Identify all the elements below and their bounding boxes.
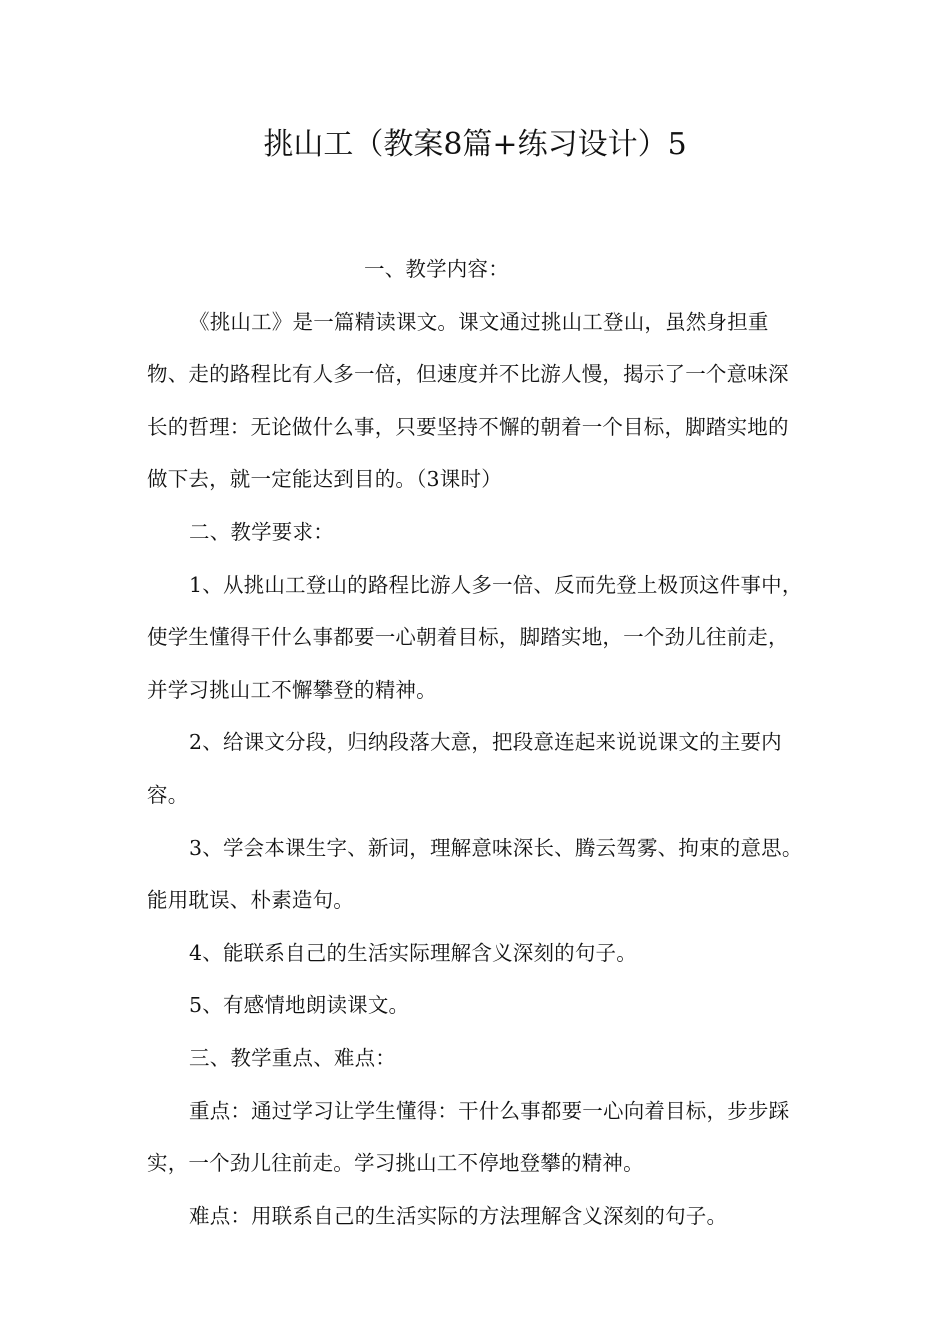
key-point-paragraph: 重点：通过学习让学生懂得：干什么事都要一心向着目标，步步踩实，一个劲儿往前走。学习挑山工不停地登攀的精神。 (147, 1098, 790, 1176)
requirement-item-3: 3、学会本课生字、新词，理解意味深长、腾云驾雾、拘束的意思。能用耽误、朴素造句。 (147, 835, 803, 913)
section-heading-requirements: 二、教学要求： (189, 519, 334, 544)
section-heading-key-points: 三、教学重点、难点： (189, 1045, 396, 1070)
document-title: 挑山工（教案8篇+练习设计）5 (263, 127, 687, 162)
paragraph-content-summary: 《挑山工》是一篇精读课文。课文通过挑山工登山，虽然身担重物、走的路程比有人多一倍，但速度并不比游人慢，揭示了一个意味深长的哲理：无论做什么事，只要坚持不懈的朝着一个目标，脚踏实地的做下去，就一定能达到目的。（3课时） (147, 309, 789, 492)
document-body (147, 243, 807, 1242)
requirement-item-4: 4、能联系自己的生活实际理解含义深刻的句子。 (189, 940, 637, 965)
requirement-item-5: 5、有感情地朗读课文。 (189, 993, 410, 1018)
section-heading-content: 一、教学内容： (364, 257, 509, 281)
requirement-item-2: 2、给课文分段，归纳段落大意，把段意连起来说说课文的主要内容。 (147, 730, 782, 807)
requirement-item-1: 1、从挑山工登山的路程比游人多一倍、反而先登上极顶这件事中，使学生懂得干什么事都要一心朝着目标，脚踏实地，一个劲儿往前走，并学习挑山工不懈攀登的精神。 (147, 572, 803, 702)
difficulty-paragraph: 难点：用联系自己的生活实际的方法理解含义深刻的句子。 (189, 1203, 728, 1228)
